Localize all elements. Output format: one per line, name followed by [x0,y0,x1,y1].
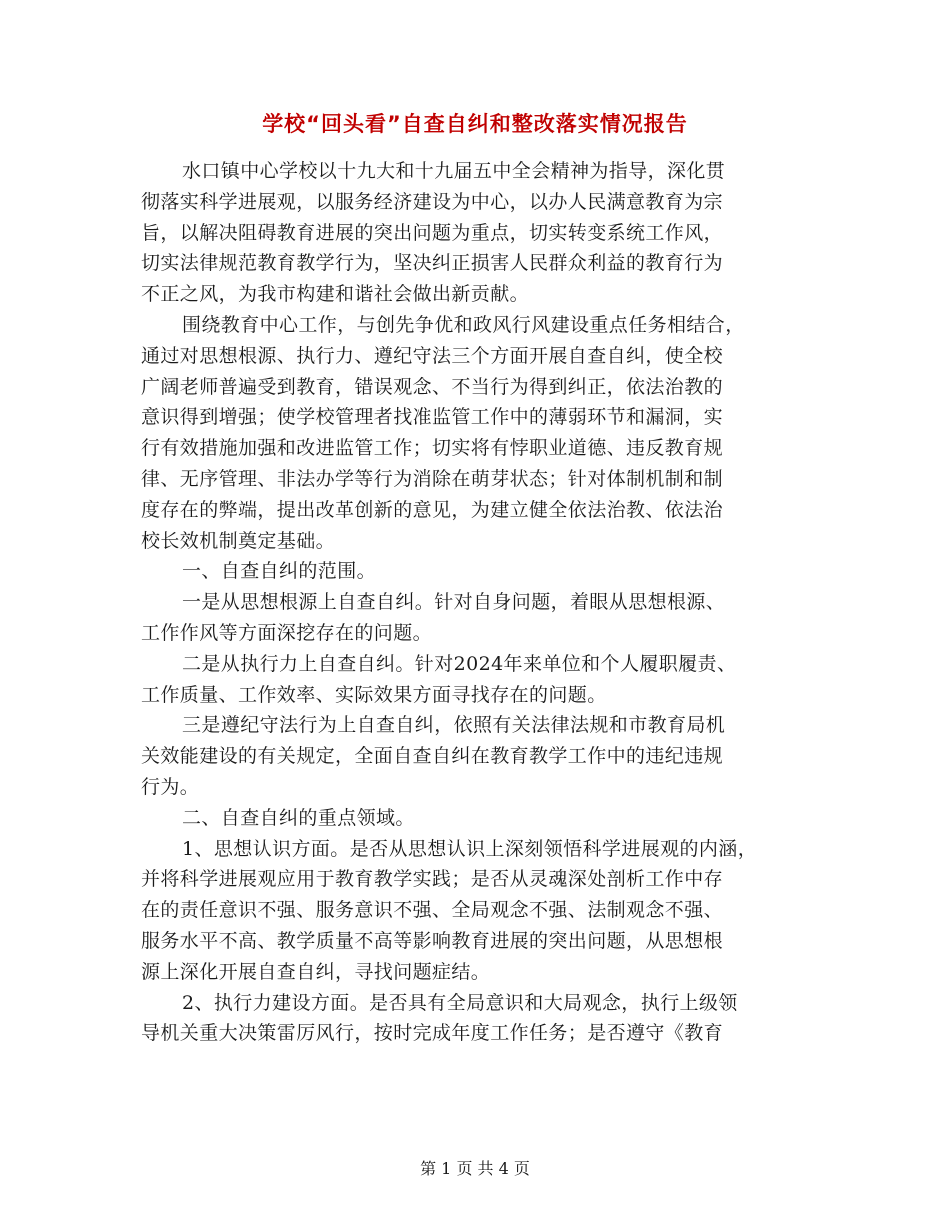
text-line: 切实法律规范教育教学行为，坚决纠正损害人民群众利益的教育行为 [141,252,724,275]
text-line: 导机关重大决策雷厉风行，按时完成年度工作任务；是否遵守《教育 [141,1022,724,1045]
text-line: 旨，以解决阻碍教育进展的突出问题为重点，切实转变系统工作风， [141,221,724,244]
text-line: 律、无序管理、非法办学等行为消除在萌芽状态；针对体制机制和制 [141,467,724,490]
document-title: 学校“回头看”自查自纠和整改落实情况报告 [262,112,688,136]
text-line: 围绕教育中心工作，与创先争优和政风行风建设重点任务相结合， [182,313,745,336]
text-line: 一、自查自纠的范围。 [182,560,377,583]
text-line: 服务水平不高、教学质量不高等影响教育进展的突出问题，从思想根 [141,929,724,952]
text-line: 二、自查自纠的重点领域。 [182,806,415,829]
text-line: 不正之风，为我市构建和谐社会做出新贡献。 [141,283,530,306]
text-line: 1、思想认识方面。是否从思想认识上深刻领悟科学进展观的内涵， [182,837,758,860]
text-line: 一是从思想根源上自查自纠。针对自身问题，着眼从思想根源、 [182,591,726,614]
text-line: 校长效机制奠定基础。 [141,529,336,552]
text-line: 三是遵纪守法行为上自查自纠，依照有关法律法规和市教育局机 [182,714,726,737]
document-body [141,156,841,1049]
text-line: 在的责任意识不强、服务意识不强、全局观念不强、法制观念不强、 [141,899,724,922]
page-footer: 第 1 页 共 4 页 [420,1159,530,1178]
text-line: 行有效措施加强和改进监管工作；切实将有悖职业道德、违反教育规 [141,437,724,460]
text-line: 工作作风等方面深挖存在的问题。 [141,621,433,644]
text-line: 水口镇中心学校以十九大和十九届五中全会精神为指导，深化贯 [182,160,726,182]
text-line: 2、执行力建设方面。是否具有全局意识和大局观念，执行上级领 [182,991,738,1014]
text-line: 源上深化开展自查自纠，寻找问题症结。 [141,960,491,983]
text-line: 通过对思想根源、执行力、遵纪守法三个方面开展自查自纠，使全校 [141,344,724,367]
text-line: 意识得到增强；使学校管理者找准监管工作中的薄弱环节和漏洞，实 [141,406,724,429]
text-line: 二是从执行力上自查自纠。针对2024年来单位和个人履职履责、 [182,652,737,675]
text-line: 广阔老师普遍受到教育，错误观念、不当行为得到纠正，依法治教的 [141,375,724,398]
text-line: 彻落实科学进展观，以服务经济建设为中心，以办人民满意教育为宗 [141,190,724,213]
text-line: 关效能建设的有关规定，全面自查自纠在教育教学工作中的违纪违规 [141,745,724,768]
text-line: 工作质量、工作效率、实际效果方面寻找存在的问题。 [141,683,607,706]
text-line: 并将科学进展观应用于教育教学实践；是否从灵魂深处剖析工作中存 [141,868,724,891]
text-line: 度存在的弊端，提出改革创新的意见，为建立健全依法治教、依法治 [141,498,724,521]
text-line: 行为。 [141,775,200,798]
